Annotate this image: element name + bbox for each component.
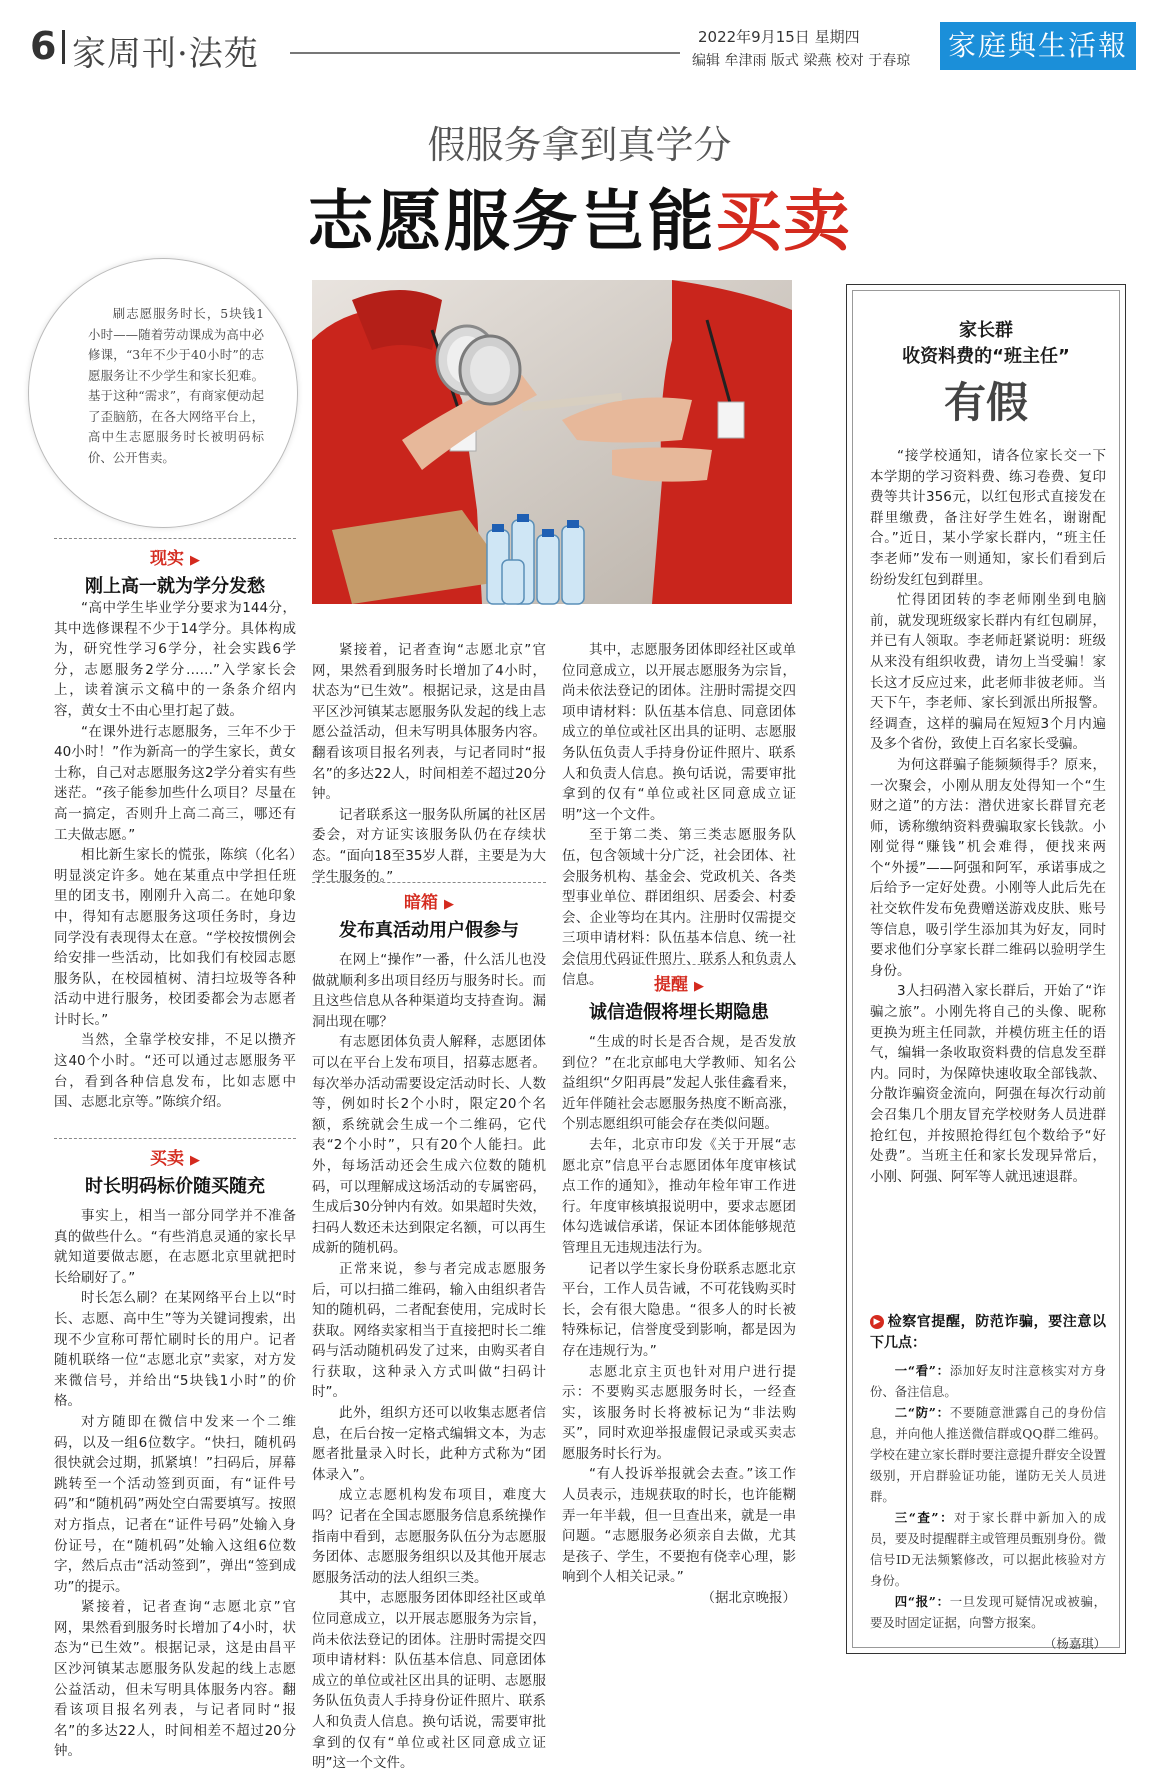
subsection-tag <box>54 544 296 569</box>
paragraph: 事实上，相当一部分同学并不准备真的做些什么。“有些消息灵通的家长早就知道要做志愿，在志愿北京里就把时长给刷好了。” <box>54 1208 296 1286</box>
article-source: （据北京晚报） <box>701 1590 796 1607</box>
tip-item <box>870 1402 1106 1507</box>
newspaper-logo: 家庭與生活報 <box>940 22 1136 70</box>
volunteer-photo <box>312 280 792 604</box>
paragraph: 记者以学生家长身份联系志愿北京平台，工作人员告诫，不可花钱购买时长，会有很大隐患。“很多人的时长被特殊标记，信誉度受到影响，都是因为存在违规行为。” <box>562 1260 796 1359</box>
paragraph: 忙得团团转的李老师刚坐到电脑前，就发现班级家长群内有红包刷屏，并已有人领取。李老师赶紧说明：班级从来没有组织收费，请勿上当受骗！家长这才反应过来，此老师非彼老师。当天下午，李老师、家长到派出所报警。经调查，这样的骗局在短短3个月内遍及多个省份，致使上百名家长受骗。 <box>870 592 1106 753</box>
subsection-tag-text: 现实 <box>150 549 184 569</box>
paragraph: 紧接着，记者查询“志愿北京”官网，果然看到服务时长增加了4小时，状态为“已生效”。根据记录，这是由昌平区沙河镇某志愿服务队发起的线上志愿公益活动，但未写明具体服务内容。翻看该项目报名列表，与记者同时“报名”的多达22人，时间相差不超过20分钟。 <box>54 1599 296 1760</box>
subsection-title: 诚信造假将埋长期隐患 <box>589 1002 769 1023</box>
subsection-header <box>54 544 296 598</box>
paragraph: 为何这群骗子能频频得手？原来，一次聚会，小刚从朋友处得知一个“生财之道”的方法：潜伏进家长群冒充老师，诱称缴纳资料费骗取家长钱款。小刚觉得“赚钱”机会难得，便找来两个“外援”——阿强和阿军，承诺事成之后给予一定好处费。小刚等人此后先在社交软件发布免费赠送游戏皮肤、账号等信息，吸引学生添加其为好友，同时要求他们分享家长群二维码以验明学生身份。 <box>870 756 1106 979</box>
paragraph: 对方随即在微信中发来一个二维码，以及一组6位数字。“快扫，随机码很快就会过期，抓紧填！”扫码后，屏幕跳转至一个活动签到页面，有“证件号码”和“随机码”两处空白需要填写。按照对方指点，记者在“证件号码”处输入身份证号，在“随机码”处输入这组6位数字，然后点击“活动签到”，弹出“签到成功”的提示。 <box>54 1413 296 1595</box>
masthead-divider <box>62 30 65 64</box>
tip-text: 一旦发现可疑情况或被骗，要及时固定证据，向警方报案。 <box>870 1594 1106 1630</box>
subsection-tag <box>562 970 796 995</box>
subsection-header <box>312 888 546 942</box>
tip-item <box>870 1507 1106 1591</box>
triangle-right-icon: ▶ <box>190 1153 200 1168</box>
paragraph: 正常来说，参与者完成志愿服务后，可以扫描二维码，输入由组织者告知的随机码，二者配套使用，完成时长获取。网络卖家相当于直接把时长二维码与活动随机码发了过来，由购买者自行获取，这种录入方式叫做“扫码计时”。 <box>312 1260 546 1401</box>
prosecutor-tips <box>870 1312 1106 1654</box>
section-name: 家周刊·法苑 <box>72 34 259 74</box>
subsection-header <box>562 970 796 1024</box>
paragraph: 在网上“操作”一番，什么活儿也没做就顺利多出项目经历与服务时长。而且这些信息从各种渠道均支持查询。漏洞出现在哪？ <box>312 952 546 1030</box>
article-column-2 <box>312 640 546 887</box>
paragraph: “生成的时长是否合规，是否发放到位？”在北京邮电大学教师、知名公益组织“夕阳再晨”发起人张佳鑫看来，近年伴随社会志愿服务热度不断高涨，个别志愿组织可能会存在类似问题。 <box>562 1034 796 1133</box>
subsection-tag-text: 买卖 <box>150 1149 184 1169</box>
subsection-tag-text: 提醒 <box>654 975 688 995</box>
editor-credits: 编辑 牟津雨 版式 梁燕 校对 于春琼 <box>692 53 911 69</box>
paragraph: 当然，全靠学校安排，不足以攒齐这40个小时。“还可以通过志愿服务平台，看到各种信息发布，比如志愿中国、志愿北京等。”陈缤介绍。 <box>54 1032 296 1111</box>
paragraph: “在课外进行志愿服务，三年不少于40小时！”作为新高一的学生家长，黄女士称，自己对志愿服务这2学分着实有些迷茫。“孩子能参加些什么项目？尽量在高一搞定，否则升上高二高三，哪还有工夫做志愿。” <box>54 723 296 843</box>
article-column-1b <box>54 1206 296 1760</box>
paragraph: 紧接着，记者查询“志愿北京”官网，果然看到服务时长增加了4小时，状态为“已生效”。根据记录，这是由昌平区沙河镇某志愿服务队发起的线上志愿公益活动，但未写明具体服务内容。翻看该项目报名列表，与记者同时“报名”的多达22人，时间相差不超过20分钟。 <box>312 642 546 803</box>
tip-item <box>870 1360 1106 1402</box>
tips-heading-text: 检察官提醒，防范诈骗，要注意以下几点： <box>870 1314 1106 1351</box>
article-column-3 <box>562 640 796 990</box>
headline-red: 买卖 <box>715 182 852 260</box>
article-column-2b <box>312 950 546 1772</box>
subsection-title: 发布真活动用户假参与 <box>339 920 519 941</box>
article-subtitle: 假服务拿到真学分 <box>427 123 732 167</box>
tips-source: （杨嘉琪） <box>1044 1636 1106 1651</box>
article-column-1 <box>54 598 296 1113</box>
subsection-tag <box>54 1144 296 1169</box>
sidebar-title-line1: 家长群 <box>959 320 1013 341</box>
article-column-3b <box>562 1032 796 1609</box>
divider <box>562 964 796 965</box>
tip-label: 三“查”： <box>894 1510 955 1525</box>
paragraph: 此外，组织方还可以收集志愿者信息，在后台按一定格式编辑文本，为志愿者批量录入时长，此种方式称为“团体录入”。 <box>312 1405 546 1483</box>
page-number: 6 <box>30 24 57 68</box>
headline-main: 志愿服务岂能 <box>307 182 716 260</box>
subsection-header <box>54 1144 296 1198</box>
paragraph: 时长怎么刷？在某网络平台上以“时长、志愿、高中生”等为关键词搜索，出现不少宣称可帮忙刷时长的用户。记者随机联络一位“志愿北京”卖家，对方发来微信号，并给出“5块钱1小时”的价格。 <box>54 1290 296 1410</box>
subsection-title: 刚上高一就为学分发愁 <box>85 576 265 597</box>
alert-circle-icon: ▶ <box>870 1315 884 1329</box>
photo-illustration <box>312 280 792 604</box>
divider <box>54 1138 296 1139</box>
sidebar-article <box>870 446 1106 1187</box>
tip-text: 对于家长群中新加入的成员，要及时提醒群主或管理员甄别身份。微信号ID无法频繁修改，可以据此核验对方身份。 <box>870 1510 1106 1588</box>
subsection-title: 时长明码标价随买随充 <box>85 1176 265 1197</box>
paragraph: “有人投诉举报就会去查。”该工作人员表示，违规获取的时长，也许能糊弄一年半载，但一旦查出来，就是一串问题。“志愿服务必须亲自去做，尤其是孩子、学生，不要抱有侥幸心理，影响到个人相关记录。” <box>562 1466 796 1586</box>
tip-text: 不要随意泄露自己的身份信息，并向他人推送微信群或QQ群二维码。学校在建立家长群时要注意提升群安全设置级别，开启群验证功能，谨防无关人员进群。 <box>870 1405 1106 1504</box>
tip-label: 一“看”： <box>894 1363 950 1378</box>
article-headline <box>0 168 1159 263</box>
paragraph: 有志愿团体负责人解释，志愿团体可以在平台上发布项目，招募志愿者。每次举办活动需要设定活动时长、人数等，例如时长2个小时，限定20个名额，系统就会生成一个二维码，它代表“2个小时”，只有20个人能扫。此外，每场活动还会生成六位数的随机码，可以理解成这场活动的专属密码，生成后30分钟内有效。如果超时失效，扫码人数还未达到限定名额，可以再生成新的随机码。 <box>312 1034 546 1257</box>
paragraph: 其中，志愿服务团体即经社区或单位同意成立，以开展志愿服务为宗旨，尚未依法登记的团体。注册时需提交四项申请材料：队伍基本信息、同意团体成立的单位或社区出具的证明、志愿服务队伍负责人手持身份证件照片、联系人和负责人信息。换句话说，需要审批拿到的仅有“单位或社区同意成立证明”这一个文件。 <box>312 1590 546 1772</box>
paragraph: 相比新生家长的慌张，陈缤（化名）明显淡定许多。她在某重点中学担任班里的团支书，刚刚升入高二。在她印象中，得知有志愿服务这项任务时，身边同学没有表现得太在意。“学校按惯例会给安排一些活动，比如我们有校园志愿服务队，在校园植树、清扫垃圾等各种活动中进行服务，校团委都会为志愿者计时长。” <box>54 847 296 1028</box>
article-lead: 刷志愿服务时长，5块钱1小时——随着劳动课成为高中必修课，“3年不少于40小时”的志愿服务让不少学生和家长犯难。基于这种“需求”，有商家便动起了歪脑筋，在各大网络平台上，高中生志愿服务时长被明码标价、公开售卖。 <box>88 306 264 465</box>
divider <box>312 882 546 883</box>
triangle-right-icon: ▶ <box>694 979 704 994</box>
paragraph: “高中学生毕业学分要求为144分，其中选修课程不少于14学分。具体构成为，研究性学习6学分，社会实践6学分，志愿服务2学分……”入学家长会上，读着演示文稿中的一条条介绍内容，黄女士不由心里打起了鼓。 <box>54 600 296 719</box>
paragraph: 记者联系这一服务队所属的社区居委会，对方证实该服务队仍在存续状态。“面向18至35岁人群，主要是为大学生服务的。” <box>312 806 546 885</box>
tip-label: 四“报”： <box>894 1594 950 1609</box>
paragraph: 志愿北京主页也针对用户进行提示：不要购买志愿服务时长，一经查实，该服务时长将被标记为“非法购买”，同时欢迎举报虚假记录或买卖志愿服务时长行为。 <box>562 1363 796 1462</box>
triangle-right-icon: ▶ <box>444 897 454 912</box>
divider <box>54 538 296 539</box>
tip-label: 二“防”： <box>894 1405 950 1420</box>
paragraph: 3人扫码潜入家长群后，开始了“诈骗之旅”。小刚先将自己的头像、昵称更换为班主任同款，并模仿班主任的语气，编辑一条收取资料费的信息发至群内。同时，为保障快速收取全部钱款、分散诈骗资金流向，阿强在每次行动前会召集几个朋友冒充学校财务人员进群抢红包，并按照抢得红包个数给予“好处费”。当班主任和家长发现异常后，小刚、阿强、阿军等人就迅速退群。 <box>870 983 1106 1185</box>
issue-date: 2022年9月15日 星期四 <box>698 28 860 46</box>
sidebar-title-big: 有假 <box>943 378 1028 427</box>
paragraph: 去年，北京市印发《关于开展“志愿北京”信息平台志愿团体年度审核试点工作的通知》，推动年检年审工作进行。年度审核填报说明中，要求志愿团体勾选诚信承诺，保证本团体能够规范管理且无违规违法行为。 <box>562 1136 796 1256</box>
tip-item <box>870 1591 1106 1633</box>
masthead-rule <box>290 52 680 54</box>
paragraph: 成立志愿机构发布项目，难度大吗？记者在全国志愿服务信息系统操作指南中看到，志愿服务队伍分为志愿服务团体、志愿服务组织以及其他开展志愿服务活动的法人组织三类。 <box>312 1487 546 1586</box>
sidebar-title-line2: 收资料费的“班主任” <box>902 346 1070 367</box>
tips-heading <box>870 1312 1106 1354</box>
paragraph: “接学校通知，请各位家长交一下本学期的学习资料费、练习卷费、复印费等共计356元，以红包形式直接发在群里缴费，备注好学生姓名，谢谢配合。”近日，某小学家长群内，“班主任李老师”发布一则通知，家长们看到后纷纷发红包到群里。 <box>870 448 1106 588</box>
subsection-tag <box>312 888 546 913</box>
subsection-tag-text: 暗箱 <box>404 893 438 913</box>
tip-text: 添加好友时注意核实对方身份、备注信息。 <box>870 1363 1106 1399</box>
paragraph: 其中，志愿服务团体即经社区或单位同意成立，以开展志愿服务为宗旨，尚未依法登记的团体。注册时需提交四项申请材料：队伍基本信息、同意团体成立的单位或社区出具的证明、志愿服务队伍负责人手持身份证件照片、联系人和负责人信息。换句话说，需要审批拿到的仅有“单位或社区同意成立证明”这一个文件。 <box>562 642 796 823</box>
triangle-right-icon: ▶ <box>190 553 200 568</box>
paragraph: 至于第二类、第三类志愿服务队伍，包含领域十分广泛，社会团体、社会服务机构、基金会、党政机关、各类型事业单位、群团组织、居委会、村委会、企业等均在其内。注册时仅需提交三项申请材料：队伍基本信息、统一社会信用代码证件照片、联系人和负责人信息。 <box>562 827 796 988</box>
